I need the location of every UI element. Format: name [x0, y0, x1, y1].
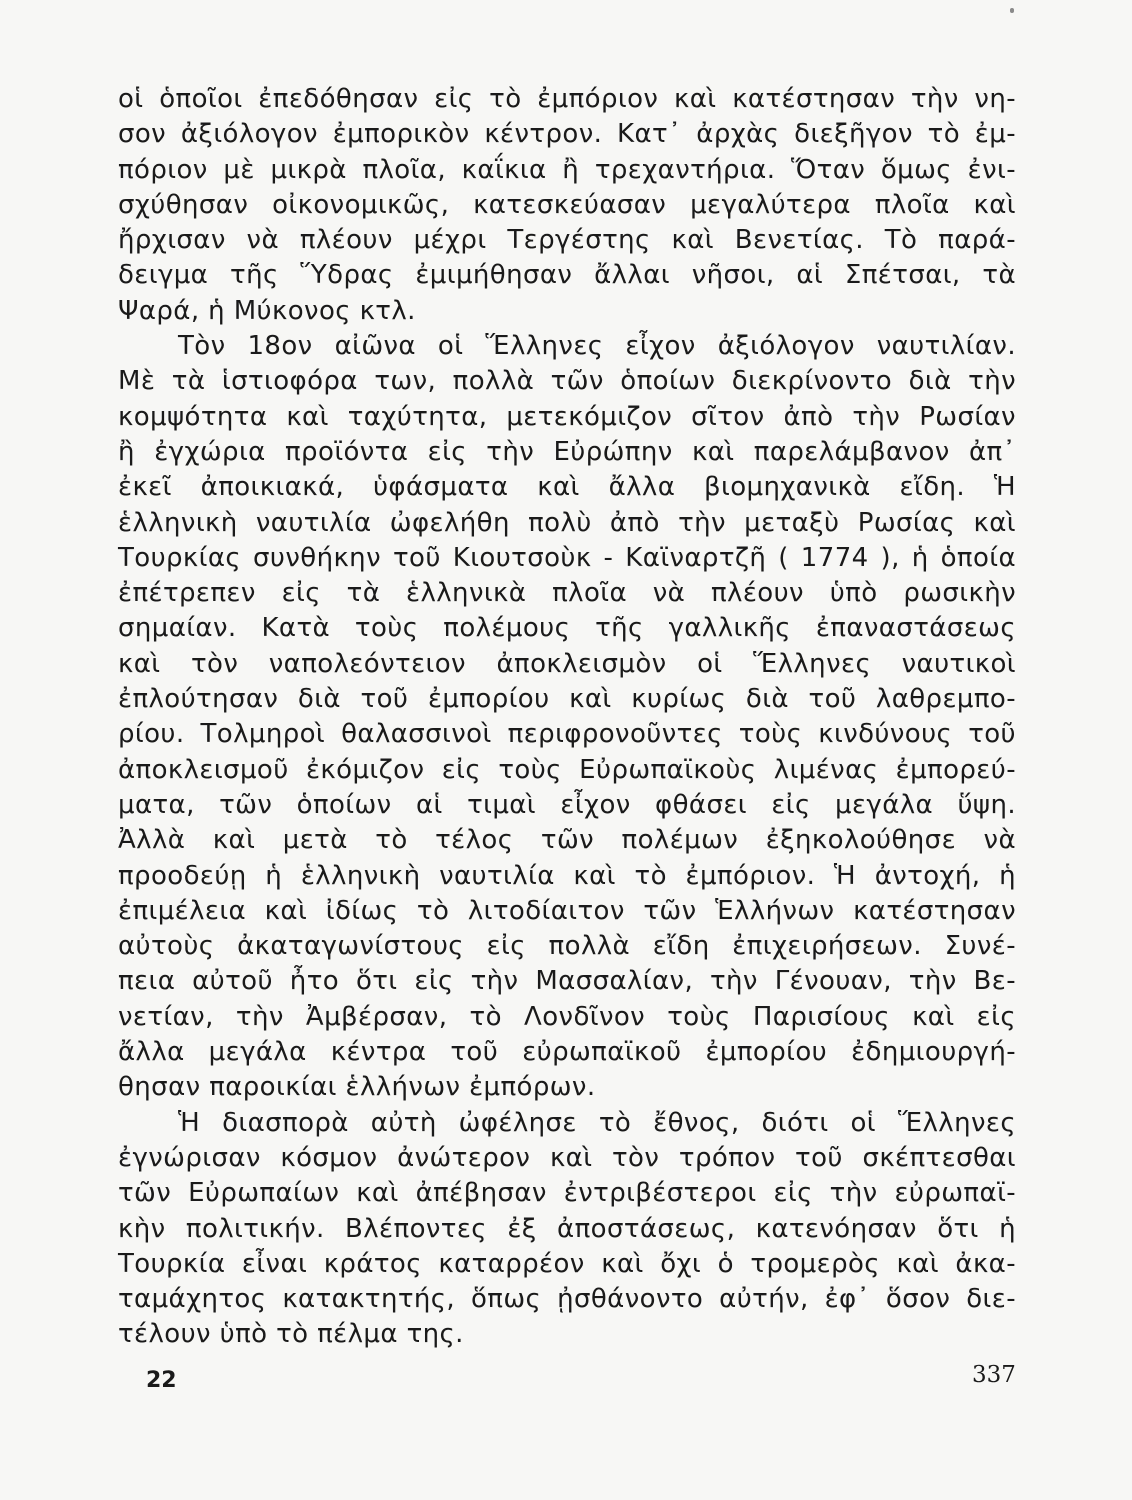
text-line: τέλουν ὑπὸ τὸ πέλμα της. — [118, 1319, 464, 1350]
text-line: ἐκεῖ ἀποικιακά, ὑφάσματα καὶ ἄλλα βιομηχανικὰ εἴδη. Ἡ — [118, 472, 1016, 503]
text-line: κὴν πολιτικήν. Βλέποντες ἐξ ἀποστάσεως, κατενόησαν ὅτι ἡ — [118, 1213, 1016, 1244]
text-line: αὐτοὺς ἀκαταγωνίστους εἰς πολλὰ εἴδη ἐπιχειρήσεων. Συνέ- — [118, 931, 1016, 962]
text-line: σημαίαν. Κατὰ τοὺς πολέμους τῆς γαλλικῆς ἐπαναστάσεως — [118, 613, 1016, 644]
text-line: ἐγνώρισαν κόσμον ἀνώτερον καὶ τὸν τρόπον τοῦ σκέπτεσθαι — [118, 1142, 1016, 1173]
text-line: ματα, τῶν ὁποίων αἱ τιμαὶ εἶχον φθάσει εἰς μεγάλα ὕψη. — [118, 789, 1016, 820]
text-line: νετίαν, τὴν Ἀμβέρσαν, τὸ Λονδῖνον τοὺς Παρισίους καὶ εἰς — [118, 1001, 1016, 1032]
text-line: οἱ ὁποῖοι ἐπεδόθησαν εἰς τὸ ἐμπόριον καὶ κατέστησαν τὴν νη- — [118, 84, 1016, 114]
text-line: Μὲ τὰ ἱστιοφόρα των, πολλὰ τῶν ὁποίων διεκρίνοντο διὰ τὴν — [118, 366, 1016, 397]
page-number: 337 — [972, 1362, 1016, 1388]
text-line: πεια αὐτοῦ ἦτο ὅτι εἰς τὴν Μασσαλίαν, τὴν Γένουαν, τὴν Βε- — [118, 966, 1016, 997]
text-line: σον ἀξιόλογον ἐμπορικὸν κέντρον. Κατ᾽ ἀρχὰς διεξῆγον τὸ ἐμ- — [118, 119, 1016, 150]
text-line: Τουρκίας συνθήκην τοῦ Κιουτσοὺκ - Καϊναρτζῆ ( 1774 ), ἡ ὁποία — [118, 542, 1016, 573]
text-line: σχύθησαν οἰκονομικῶς, κατεσκεύασαν μεγαλύτερα πλοῖα καὶ — [118, 189, 1016, 220]
text-line: προοδεύῃ ἡ ἑλληνικὴ ναυτιλία καὶ τὸ ἐμπόριον. Ἡ ἀντοχή, ἡ — [118, 860, 1016, 891]
text-line: Ἀλλὰ καὶ μετὰ τὸ τέλος τῶν πολέμων ἐξηκολούθησε νὰ — [118, 825, 1016, 856]
text-line: ἢ ἐγχώρια προϊόντα εἰς τὴν Εὐρώπην καὶ παρελάμβανον ἀπ᾽ — [118, 436, 1016, 467]
text-line: ἐπέτρεπεν εἰς τὰ ἑλληνικὰ πλοῖα νὰ πλέουν ὑπὸ ρωσικὴν — [118, 578, 1016, 609]
text-line: κομψότητα καὶ ταχύτητα, μετεκόμιζον σῖτον ἀπὸ τὴν Ρωσίαν — [118, 401, 1016, 432]
text-line: ἑλληνικὴ ναυτιλία ὠφελήθη πολὺ ἀπὸ τὴν μεταξὺ Ρωσίας καὶ — [118, 507, 1016, 538]
text-line: ἐπιμέλεια καὶ ἰδίως τὸ λιτοδίαιτον τῶν Ἑλλήνων κατέστησαν — [118, 895, 1016, 926]
paragraph-start-line: Ἡ διασπορὰ αὐτὴ ὠφέλησε τὸ ἔθνος, διότι οἱ Ἕλληνες — [178, 1107, 1016, 1138]
text-line: τῶν Εὐρωπαίων καὶ ἀπέβησαν ἐντριβέστεροι εἰς τὴν εὐρωπαϊ- — [118, 1178, 1016, 1209]
signature-mark: 22 — [146, 1368, 177, 1393]
text-line: ἀποκλεισμοῦ ἐκόμιζον εἰς τοὺς Εὐρωπαϊκοὺς λιμένας ἐμπορεύ- — [118, 754, 1016, 785]
text-line: θησαν παροικίαι ἑλλήνων ἐμπόρων. — [118, 1072, 596, 1103]
text-line: καὶ τὸν ναπολεόντειον ἀποκλεισμὸν οἱ Ἕλληνες ναυτικοὶ — [118, 648, 1016, 679]
paper-speck — [1010, 8, 1014, 13]
text-line: ἄλλα μεγάλα κέντρα τοῦ εὐρωπαϊκοῦ ἐμπορίου ἐδημιουργή- — [118, 1037, 1016, 1068]
text-line: ταμάχητος κατακτητής, ὅπως ᾐσθάνοντο αὐτήν, ἐφ᾽ ὅσον διε- — [118, 1284, 1016, 1315]
text-line: ἐπλούτησαν διὰ τοῦ ἐμπορίου καὶ κυρίως διὰ τοῦ λαθρεμπο- — [118, 684, 1016, 715]
text-line: ἤρχισαν νὰ πλέουν μέχρι Τεργέστης καὶ Βενετίας. Τὸ παρά- — [118, 225, 1016, 256]
paragraph-start-line: Τὸν 18ον αἰῶνα οἱ Ἕλληνες εἶχον ἀξιόλογον ναυτιλίαν. — [178, 331, 1016, 362]
text-line: δειγμα τῆς Ὕδρας ἐμιμήθησαν ἄλλαι νῆσοι, αἱ Σπέτσαι, τὰ — [118, 260, 1016, 291]
text-line: πόριον μὲ μικρὰ πλοῖα, καΐκια ἢ τρεχαντήρια. Ὅταν ὅμως ἐνι- — [118, 154, 1016, 185]
text-line: ρίου. Τολμηροὶ θαλασσινοὶ περιφρονοῦντες τοὺς κινδύνους τοῦ — [118, 719, 1016, 750]
text-line: Τουρκία εἶναι κράτος καταρρέον καὶ ὄχι ὁ τρομερὸς καὶ ἀκα- — [118, 1248, 1016, 1279]
text-line: Ψαρά, ἡ Μύκονος κτλ. — [118, 295, 416, 326]
body-text — [118, 82, 1016, 1353]
